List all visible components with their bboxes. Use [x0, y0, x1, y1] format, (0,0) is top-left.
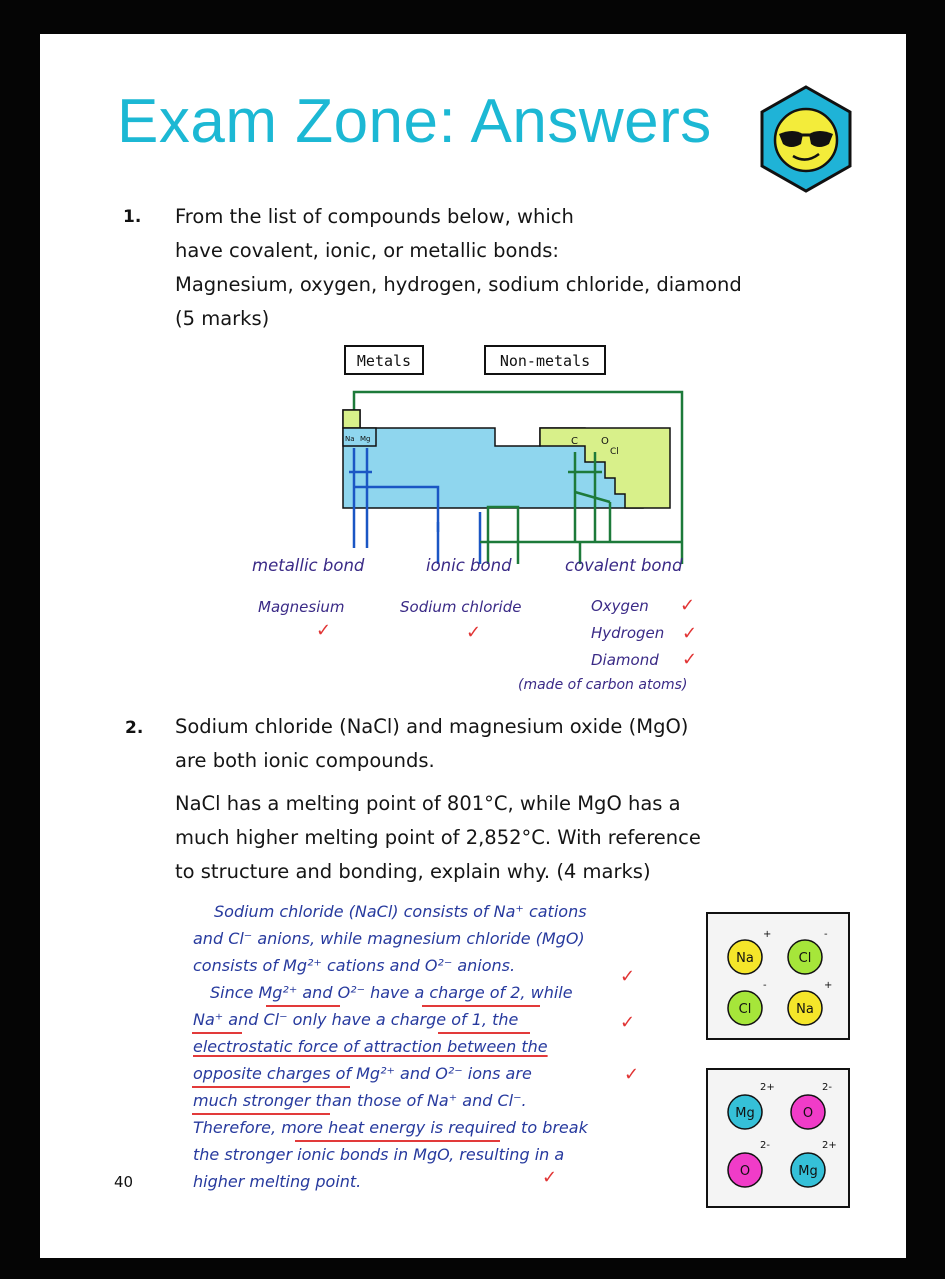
- svg-text:-: -: [763, 980, 767, 991]
- periodic-table-diagram: [340, 342, 740, 572]
- metallic-bond-label: metallic bond: [252, 556, 365, 575]
- q1-line-2: have covalent, ionic, or metallic bonds:: [175, 239, 559, 262]
- answer-line: electrostatic force of attraction between the: [193, 1037, 548, 1056]
- tick-mark: ✓: [680, 595, 696, 616]
- element-mg: Mg: [360, 435, 371, 443]
- nonmetals-label: Non-metals: [499, 352, 591, 370]
- q2-line-3: NaCl has a melting point of 801°C, while MgO has a: [175, 792, 681, 815]
- answer-magnesium: Magnesium: [258, 598, 345, 616]
- answer-sodium-chloride: Sodium chloride: [400, 598, 522, 616]
- mgo-ion-diagram: [706, 1068, 850, 1208]
- svg-text:2+: 2+: [760, 1082, 775, 1093]
- answer-line: Since Mg²⁺ and O²⁻ have a charge of 2, while: [210, 983, 573, 1002]
- covalent-bond-label: covalent bond: [565, 556, 683, 575]
- element-c: C: [571, 436, 578, 447]
- svg-text:2-: 2-: [760, 1140, 770, 1151]
- answer-line: the stronger ionic bonds in MgO, resulting in a: [193, 1145, 565, 1164]
- tick-mark: ✓: [620, 1012, 636, 1033]
- svg-text:+: +: [824, 980, 833, 991]
- tick-mark: ✓: [542, 1167, 558, 1188]
- q2-line-5: to structure and bonding, explain why. (4 marks): [175, 860, 651, 883]
- svg-text:Na: Na: [796, 1002, 814, 1017]
- svg-text:Na: Na: [736, 951, 754, 966]
- question-1-number: 1.: [123, 207, 142, 227]
- answer-line: and Cl⁻ anions, while magnesium chloride (MgO): [193, 929, 585, 948]
- answer-hydrogen: Hydrogen: [591, 624, 665, 642]
- red-underline-marks: [190, 994, 690, 1184]
- tick-mark: ✓: [682, 649, 698, 670]
- cool-mascot-icon: [757, 84, 855, 194]
- q1-line-3: Magnesium, oxygen, hydrogen, sodium chloride, diamond: [175, 273, 742, 296]
- svg-text:Cl: Cl: [798, 951, 812, 966]
- svg-text:-: -: [824, 929, 828, 940]
- tick-mark: ✓: [466, 622, 482, 643]
- svg-text:Mg: Mg: [735, 1106, 755, 1121]
- answer-line: Sodium chloride (NaCl) consists of Na⁺ cations: [214, 902, 587, 921]
- answer-oxygen: Oxygen: [591, 597, 649, 615]
- textbook-page: [40, 34, 906, 1258]
- question-2-number: 2.: [125, 718, 144, 738]
- ionic-bond-label: ionic bond: [426, 556, 512, 575]
- q1-line-4: (5 marks): [175, 307, 270, 330]
- nacl-ion-diagram: [706, 912, 850, 1040]
- tick-mark: ✓: [620, 966, 636, 987]
- svg-text:2+: 2+: [822, 1140, 837, 1151]
- q2-line-1: Sodium chloride (NaCl) and magnesium oxide (MgO): [175, 715, 689, 738]
- answer-note: (made of carbon atoms): [518, 677, 688, 693]
- svg-text:Cl: Cl: [738, 1002, 752, 1017]
- answer-diamond: Diamond: [591, 651, 659, 669]
- svg-text:O: O: [739, 1164, 751, 1179]
- element-o: O: [601, 436, 609, 447]
- svg-text:O: O: [802, 1106, 814, 1121]
- metals-label: Metals: [356, 352, 412, 370]
- svg-text:Mg: Mg: [798, 1164, 818, 1179]
- page-number: 40: [114, 1173, 134, 1191]
- answer-line: Na⁺ and Cl⁻ only have a charge of 1, the: [193, 1010, 519, 1029]
- answer-line: opposite charges of Mg²⁺ and O²⁻ ions are: [193, 1064, 532, 1083]
- element-cl: Cl: [610, 447, 619, 457]
- svg-text:+: +: [763, 929, 772, 940]
- answer-line: consists of Mg²⁺ cations and O²⁻ anions.: [193, 956, 516, 975]
- answer-line: Therefore, more heat energy is required to break: [193, 1118, 588, 1137]
- q2-line-2: are both ionic compounds.: [175, 749, 435, 772]
- tick-mark: ✓: [316, 620, 332, 641]
- tick-mark: ✓: [682, 623, 698, 644]
- tick-mark: ✓: [624, 1064, 640, 1085]
- q2-line-4: much higher melting point of 2,852°C. With reference: [175, 826, 701, 849]
- element-na: Na: [345, 435, 355, 443]
- answer-line: higher melting point.: [193, 1172, 362, 1191]
- svg-text:2-: 2-: [822, 1082, 832, 1093]
- page-title: Exam Zone: Answers: [117, 87, 712, 156]
- q1-line-1: From the list of compounds below, which: [175, 205, 574, 228]
- answer-line: much stronger than those of Na⁺ and Cl⁻.: [193, 1091, 527, 1110]
